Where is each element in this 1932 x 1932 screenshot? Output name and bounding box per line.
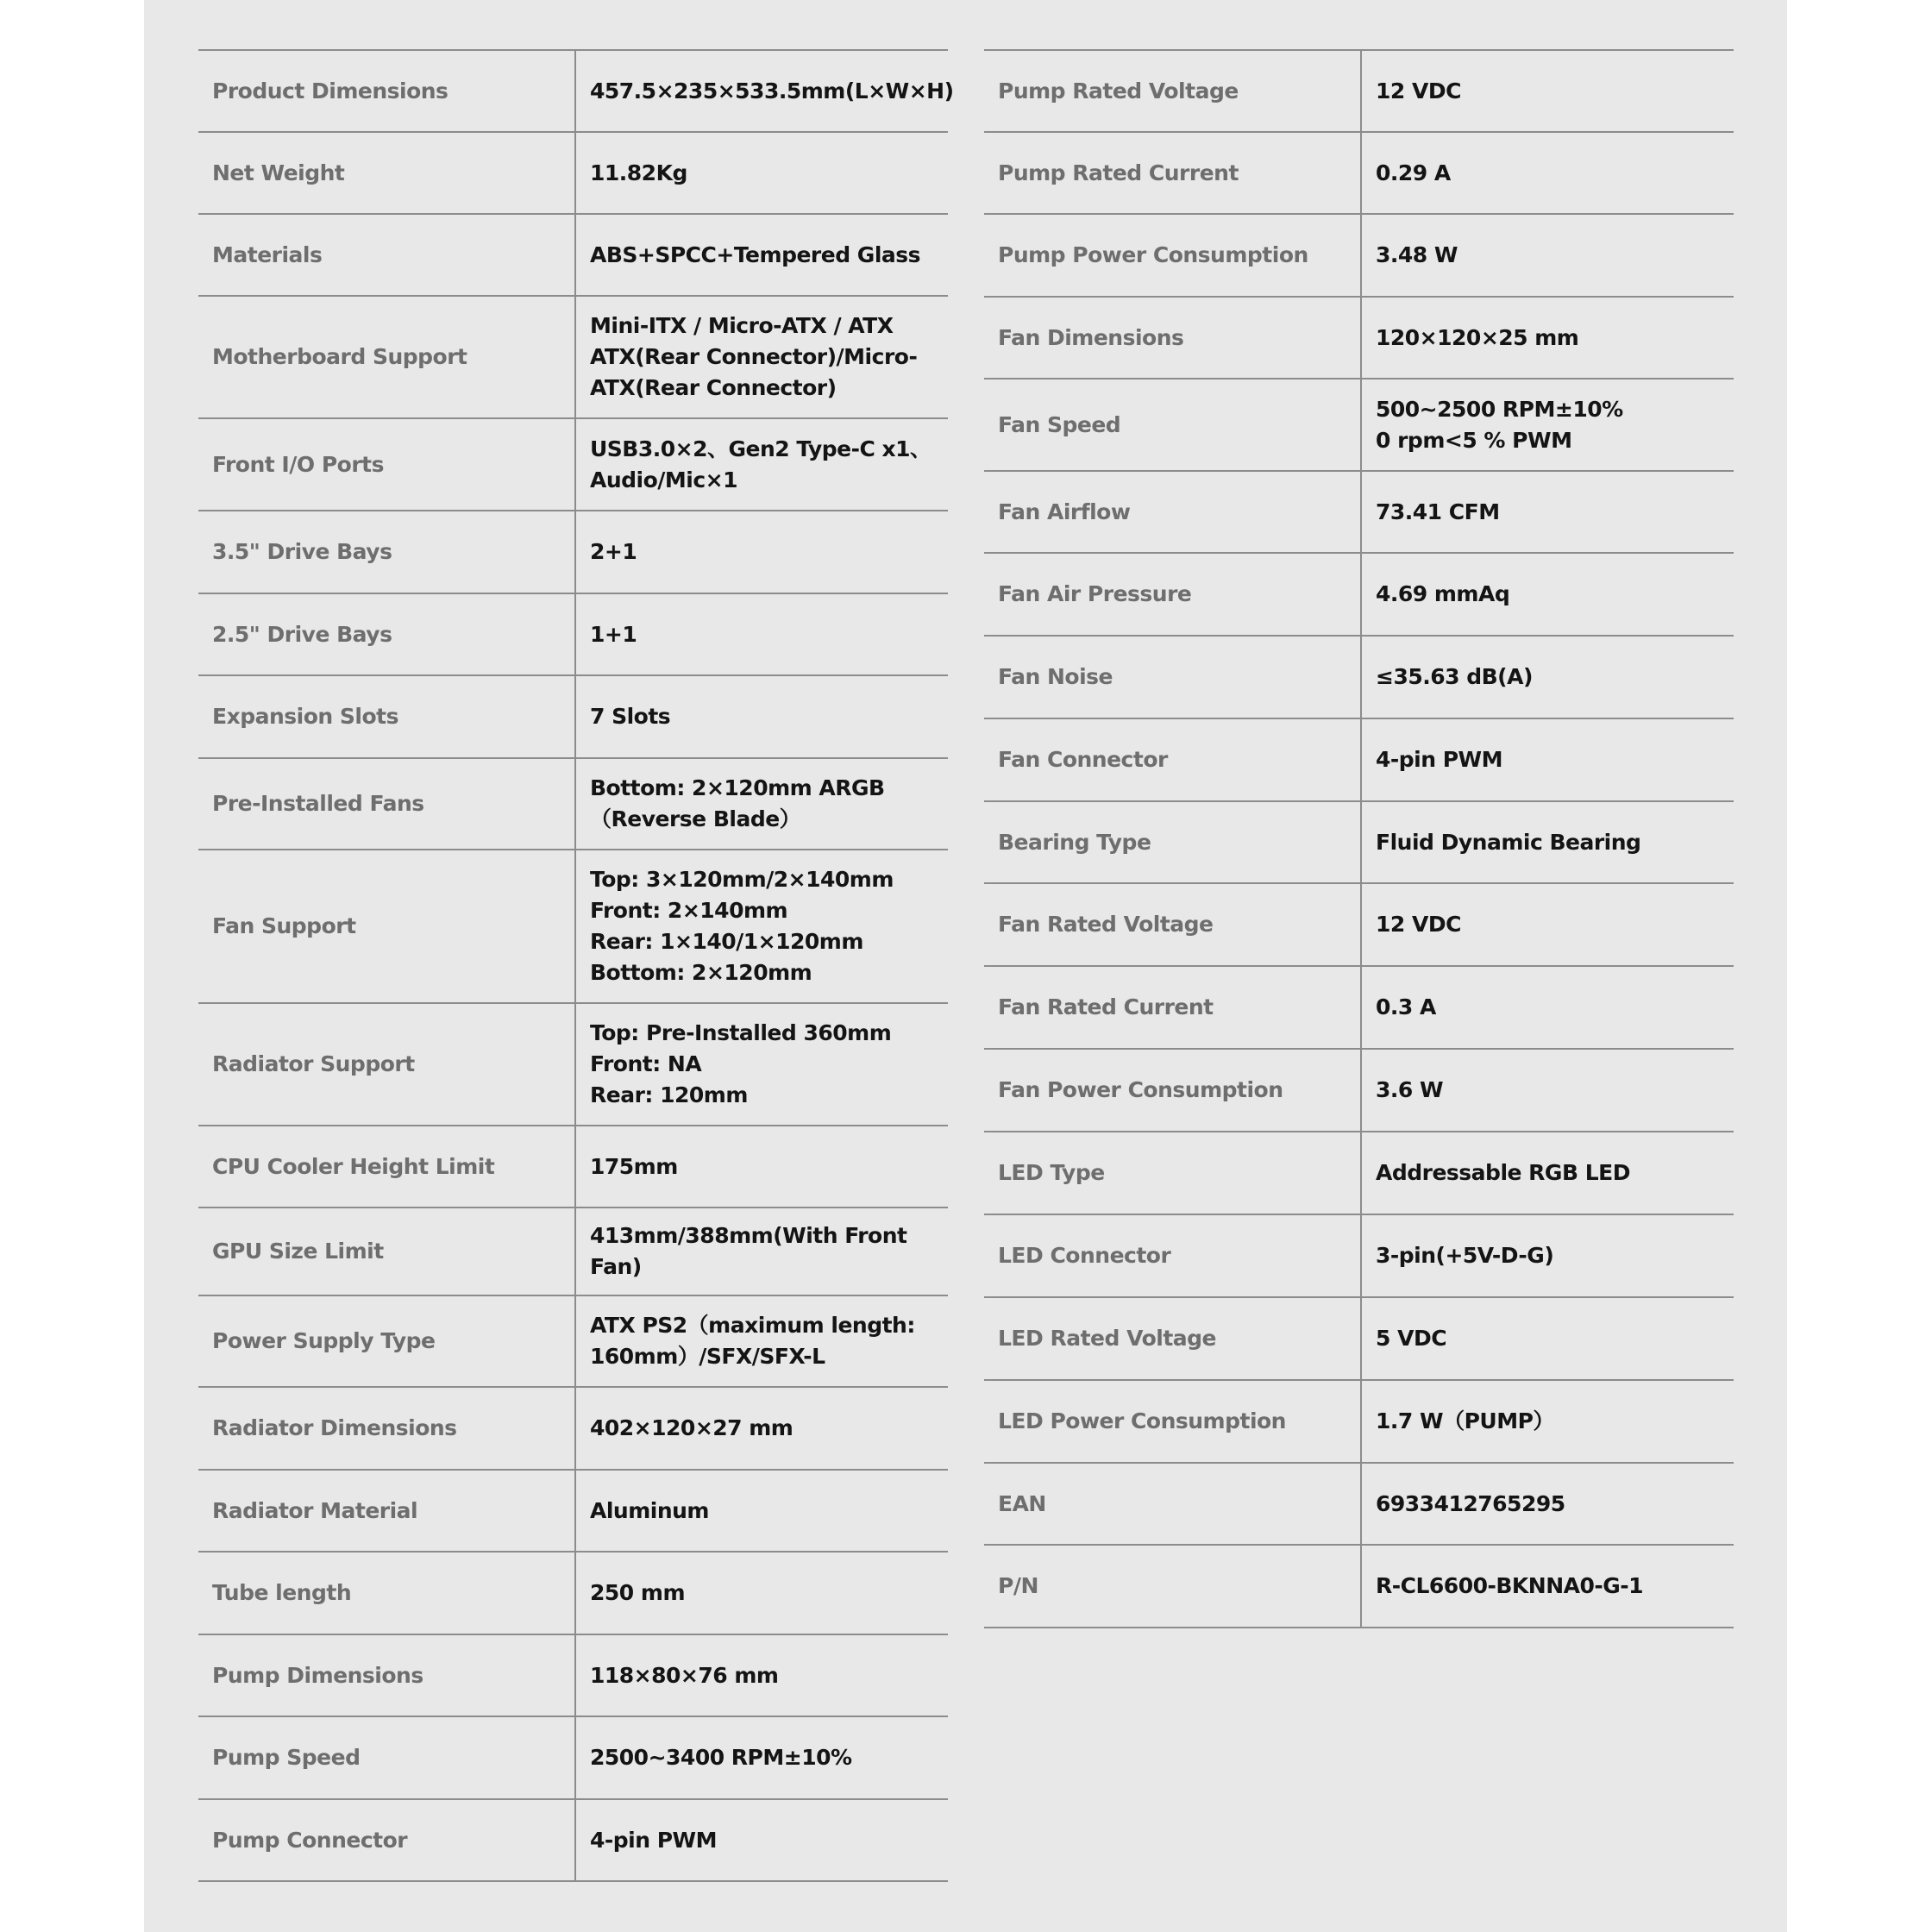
spec-label: Front I/O Ports [198,418,575,511]
spec-label: Radiator Material [198,1470,575,1552]
spec-label: Power Supply Type [198,1295,575,1387]
spec-value: 11.82Kg [575,132,948,214]
spec-label: Fan Connector [984,718,1361,801]
spec-row [198,1003,948,1126]
spec-row [198,418,948,511]
spec-value: 6933412765295 [1361,1463,1734,1545]
spec-label: Fan Rated Voltage [984,883,1361,966]
spec-label: Bearing Type [984,801,1361,883]
spec-label: GPU Size Limit [198,1208,575,1295]
spec-label: Fan Speed [984,379,1361,471]
spec-label: Net Weight [198,132,575,214]
spec-label: Radiator Support [198,1003,575,1126]
spec-row [198,593,948,675]
spec-label: LED Connector [984,1214,1361,1297]
spec-row [984,214,1734,297]
spec-value: Fluid Dynamic Bearing [1361,801,1734,883]
spec-value: 3.48 W [1361,214,1734,297]
spec-value: Top: 3×120mm/2×140mm Front: 2×140mm Rear: 1×140/1×120mm Bottom: 2×120mm [575,850,948,1003]
spec-label: EAN [984,1463,1361,1545]
spec-label: Tube length [198,1552,575,1634]
spec-value: Addressable RGB LED [1361,1132,1734,1214]
spec-label: Fan Airflow [984,471,1361,553]
spec-value: 2+1 [575,511,948,593]
left-spec-table [198,49,954,1882]
spec-value: 2500~3400 RPM±10% [575,1716,948,1799]
spec-value: 3.6 W [1361,1049,1734,1132]
spec-row [198,214,948,296]
spec-row [984,471,1734,553]
spec-row [984,883,1734,966]
spec-value: Bottom: 2×120mm ARGB （Reverse Blade） [575,758,948,850]
spec-row [198,1295,948,1387]
spec-row [198,1799,948,1881]
spec-row [198,1470,948,1552]
spec-row [984,1380,1734,1463]
spec-label: P/N [984,1545,1361,1628]
spec-row [984,50,1734,132]
spec-label: Fan Support [198,850,575,1003]
spec-row [198,296,948,418]
spec-row [198,675,948,758]
spec-label: Pump Rated Voltage [984,50,1361,132]
spec-row [984,1463,1734,1545]
right-spec-table [984,49,1734,1628]
spec-value: 1+1 [575,593,948,675]
spec-value: 4-pin PWM [1361,718,1734,801]
spec-value: 12 VDC [1361,883,1734,966]
spec-value: R-CL6600-BKNNA0-G-1 [1361,1545,1734,1628]
spec-label: Fan Rated Current [984,966,1361,1049]
spec-row [198,1387,948,1470]
spec-row [984,132,1734,214]
spec-row [984,297,1734,379]
spec-value: 175mm [575,1126,948,1208]
spec-label: Pre-Installed Fans [198,758,575,850]
spec-value: 120×120×25 mm [1361,297,1734,379]
spec-row [198,132,948,214]
spec-row [984,1545,1734,1628]
spec-label: Fan Air Pressure [984,553,1361,636]
spec-row [198,1208,948,1295]
spec-row [984,1049,1734,1132]
spec-value: 457.5×235×533.5mm(L×W×H) [575,50,948,132]
spec-label: Pump Dimensions [198,1634,575,1716]
spec-value: ABS+SPCC+Tempered Glass [575,214,948,296]
spec-value: ≤35.63 dB(A) [1361,636,1734,718]
spec-label: Motherboard Support [198,296,575,418]
spec-row [984,966,1734,1049]
spec-value: 7 Slots [575,675,948,758]
spec-value: 0.3 A [1361,966,1734,1049]
spec-label: Expansion Slots [198,675,575,758]
spec-label: LED Rated Voltage [984,1297,1361,1380]
spec-value: 1.7 W（PUMP） [1361,1380,1734,1463]
spec-row [984,801,1734,883]
spec-value: 4-pin PWM [575,1799,948,1881]
spec-value: 3-pin(+5V-D-G) [1361,1214,1734,1297]
spec-row [198,1552,948,1634]
spec-label: Pump Power Consumption [984,214,1361,297]
spec-row [984,1297,1734,1380]
spec-row [198,1634,948,1716]
spec-value: Top: Pre-Installed 360mm Front: NA Rear: 120mm [575,1003,948,1126]
spec-value: 4.69 mmAq [1361,553,1734,636]
spec-row [198,850,948,1003]
spec-value: Mini-ITX / Micro-ATX / ATX ATX(Rear Connector)/Micro- ATX(Rear Connector) [575,296,948,418]
spec-sheet [144,0,1787,1932]
spec-label: Pump Speed [198,1716,575,1799]
spec-row [198,1716,948,1799]
spec-value: 5 VDC [1361,1297,1734,1380]
spec-row [984,379,1734,471]
spec-value: 118×80×76 mm [575,1634,948,1716]
spec-label: 3.5" Drive Bays [198,511,575,593]
spec-row [198,50,948,132]
spec-label: Pump Connector [198,1799,575,1881]
spec-label: Fan Dimensions [984,297,1361,379]
spec-label: LED Power Consumption [984,1380,1361,1463]
spec-value: 250 mm [575,1552,948,1634]
spec-label: Product Dimensions [198,50,575,132]
spec-value: 402×120×27 mm [575,1387,948,1470]
spec-row [984,1214,1734,1297]
spec-row [198,758,948,850]
spec-label: 2.5" Drive Bays [198,593,575,675]
spec-label: Pump Rated Current [984,132,1361,214]
spec-row [984,718,1734,801]
spec-value: 0.29 A [1361,132,1734,214]
spec-value: 500~2500 RPM±10% 0 rpm<5 % PWM [1361,379,1734,471]
spec-value: 413mm/388mm(With Front Fan) [575,1208,948,1295]
spec-value: ATX PS2（maximum length: 160mm）/SFX/SFX-L [575,1295,948,1387]
spec-label: Fan Power Consumption [984,1049,1361,1132]
spec-row [198,511,948,593]
spec-value: USB3.0×2、Gen2 Type-C x1、 Audio/Mic×1 [575,418,948,511]
spec-row [984,636,1734,718]
spec-row [198,1126,948,1208]
spec-value: Aluminum [575,1470,948,1552]
spec-label: Fan Noise [984,636,1361,718]
spec-value: 12 VDC [1361,50,1734,132]
spec-row [984,553,1734,636]
spec-label: Radiator Dimensions [198,1387,575,1470]
spec-value: 73.41 CFM [1361,471,1734,553]
spec-label: CPU Cooler Height Limit [198,1126,575,1208]
spec-label: LED Type [984,1132,1361,1214]
spec-row [984,1132,1734,1214]
spec-label: Materials [198,214,575,296]
